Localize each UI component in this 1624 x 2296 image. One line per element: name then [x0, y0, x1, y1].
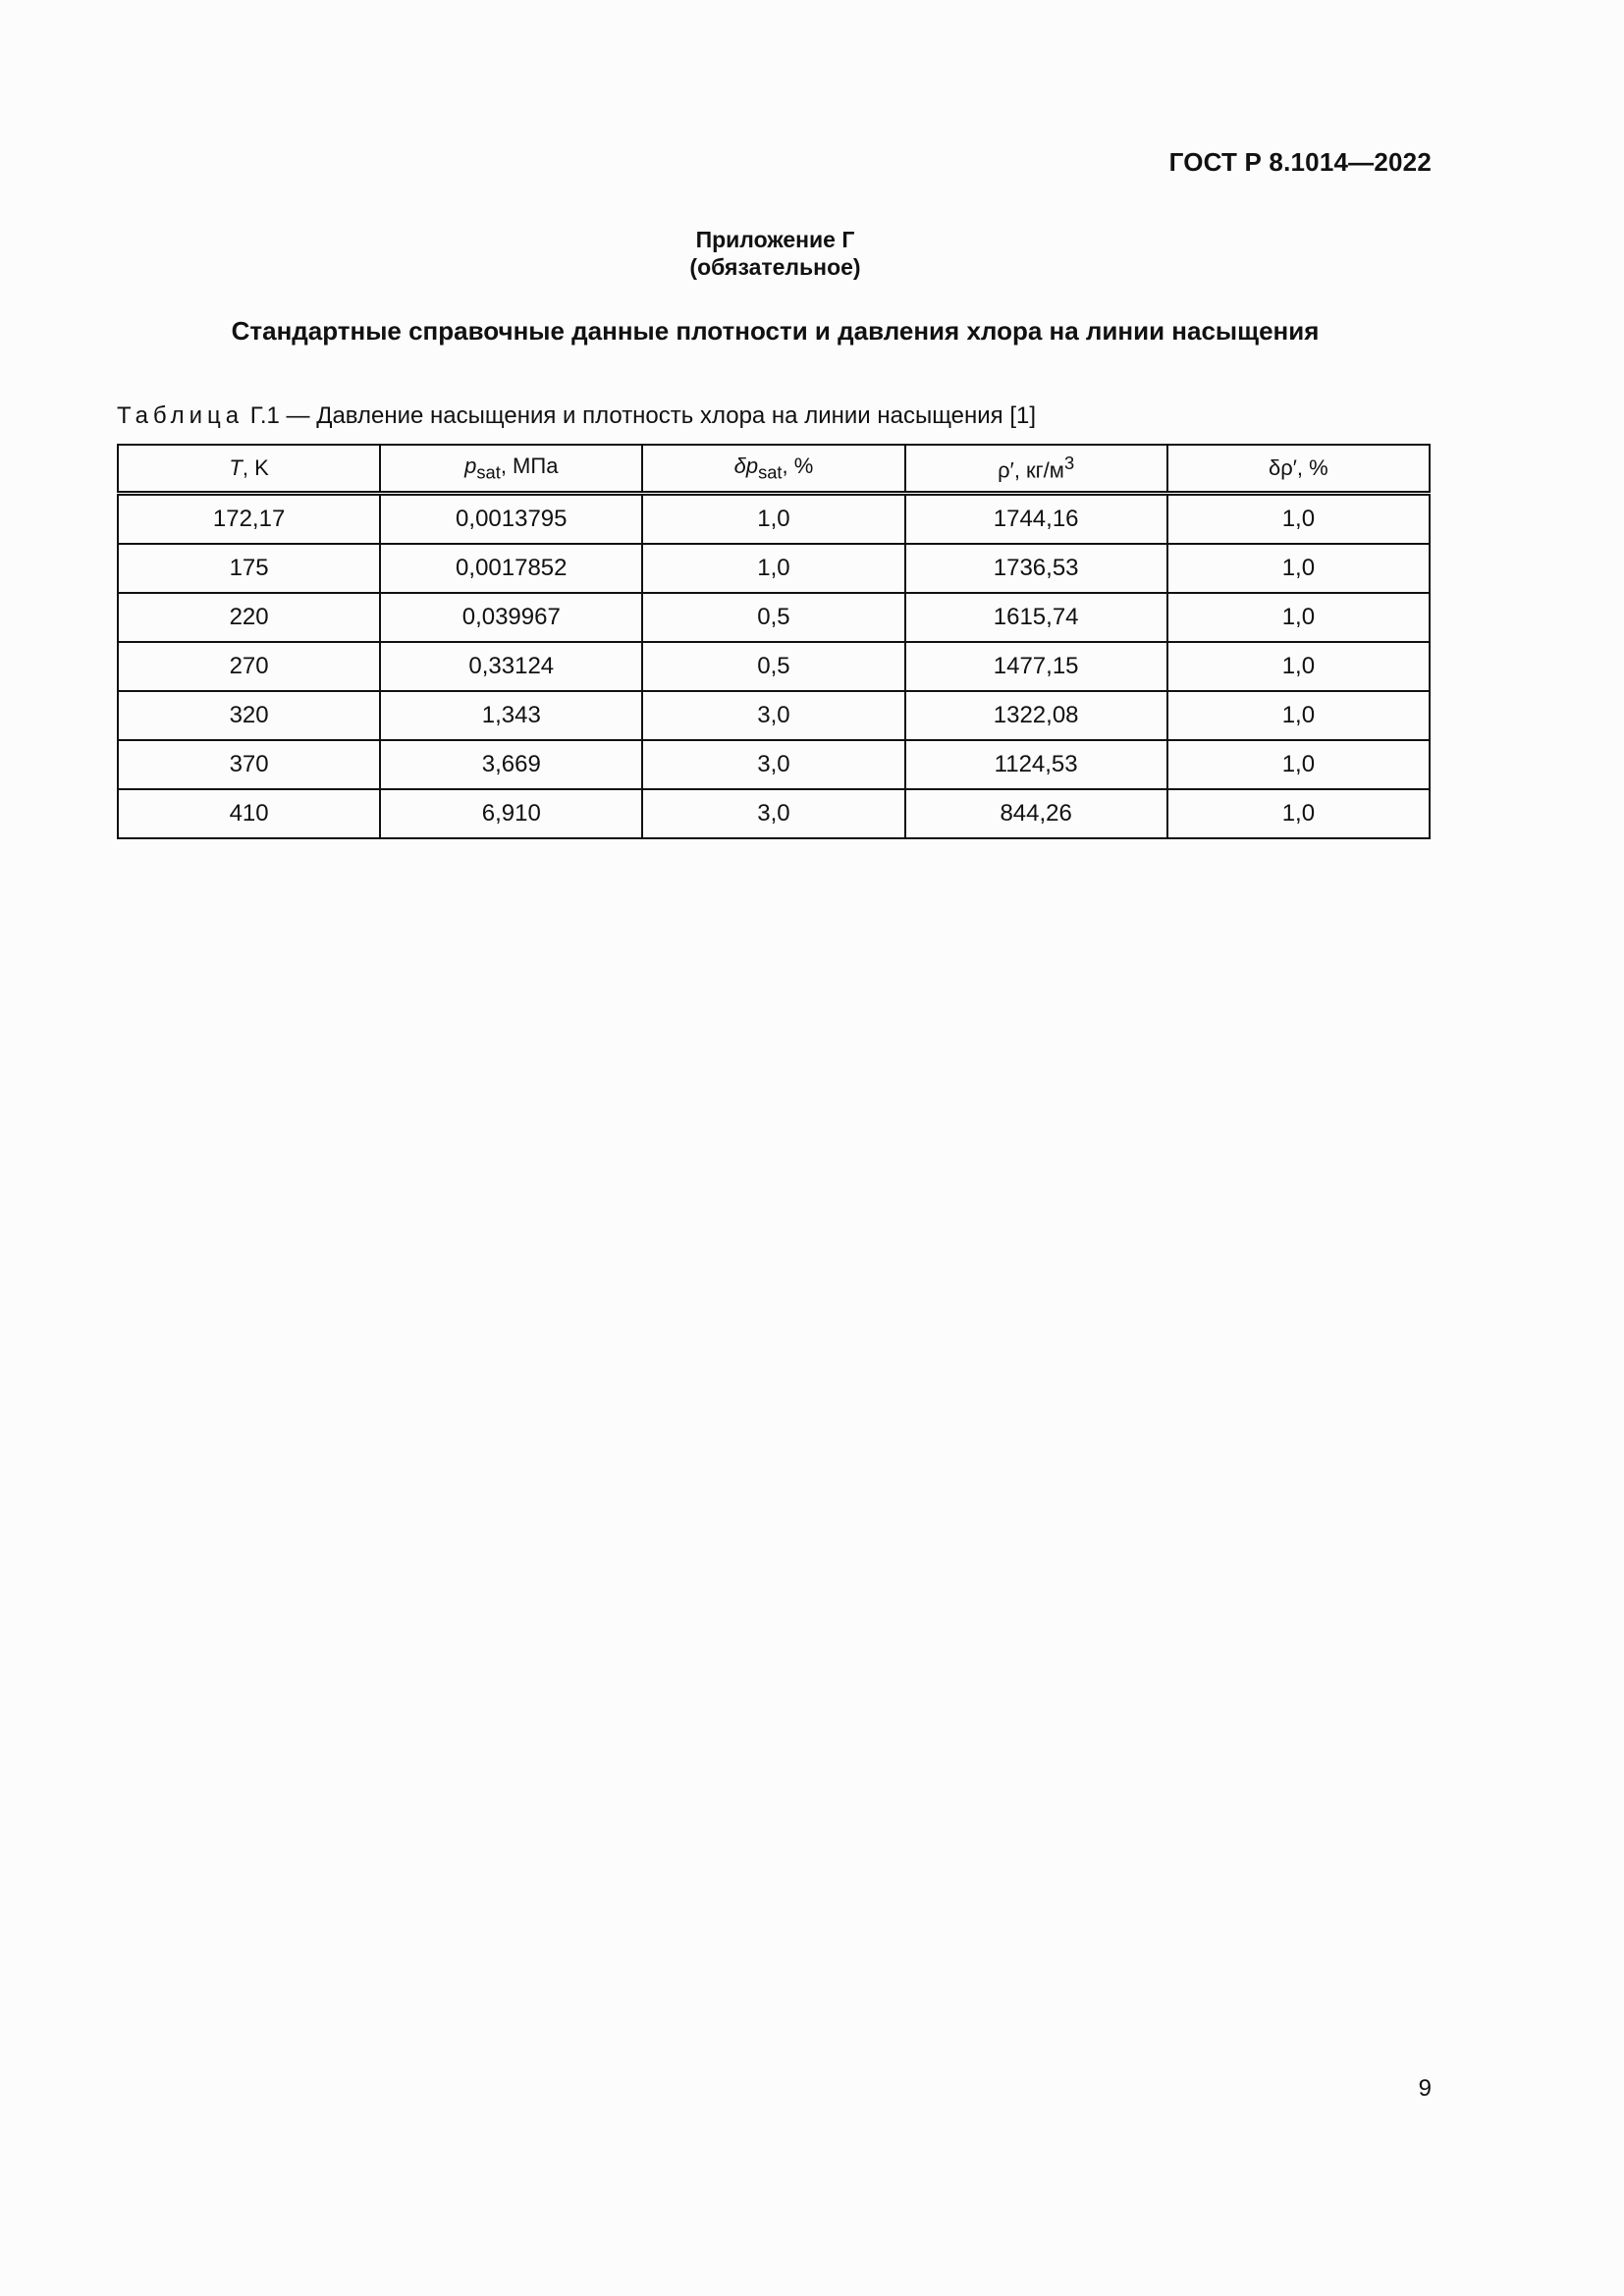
document-code: ГОСТ Р 8.1014—2022 [1168, 147, 1432, 177]
header-density-uncertainty [1167, 445, 1430, 494]
pressure-uncertainty-cell: 1,0 [642, 544, 904, 593]
header-pressure-uncertainty [642, 445, 904, 494]
temperature-cell: 175 [118, 544, 380, 593]
appendix-title: Приложение Г [695, 227, 855, 252]
density-cell: 1477,15 [905, 642, 1167, 691]
table-row [118, 494, 1430, 545]
header-temperature [118, 445, 380, 494]
density-cell: 1744,16 [905, 494, 1167, 545]
pressure-cell: 1,343 [380, 691, 642, 740]
header-main: p [464, 453, 477, 478]
density-uncertainty-cell: 1,0 [1167, 691, 1430, 740]
density-cell: 1615,74 [905, 593, 1167, 642]
table-row [118, 593, 1430, 642]
density-uncertainty-cell: 1,0 [1167, 642, 1430, 691]
section-title: Стандартные справочные данные плотности и давления хлора на линии насыщения [231, 316, 1320, 346]
header-rest: , % [1296, 455, 1328, 480]
density-uncertainty-cell: 1,0 [1167, 544, 1430, 593]
header-main: T [229, 455, 243, 480]
header-sup: 3 [1063, 453, 1075, 474]
table-row [118, 789, 1430, 838]
appendix-heading [0, 226, 1550, 281]
table-row [118, 740, 1430, 789]
pressure-uncertainty-cell: 3,0 [642, 789, 904, 838]
pressure-uncertainty-cell: 3,0 [642, 740, 904, 789]
temperature-cell: 370 [118, 740, 380, 789]
table-row [118, 642, 1430, 691]
density-uncertainty-cell: 1,0 [1167, 494, 1430, 545]
temperature-cell: 410 [118, 789, 380, 838]
header-rest: , % [782, 453, 814, 478]
temperature-cell: 320 [118, 691, 380, 740]
header-rest: , МПа [500, 453, 559, 478]
density-cell: 1322,08 [905, 691, 1167, 740]
pressure-uncertainty-cell: 0,5 [642, 593, 904, 642]
appendix-status: (обязательное) [689, 254, 861, 280]
density-cell: 844,26 [905, 789, 1167, 838]
table-body [118, 494, 1430, 839]
pressure-cell: 6,910 [380, 789, 642, 838]
temperature-cell: 172,17 [118, 494, 380, 545]
density-cell: 1124,53 [905, 740, 1167, 789]
density-uncertainty-cell: 1,0 [1167, 789, 1430, 838]
pressure-cell: 0,0013795 [380, 494, 642, 545]
header-density [905, 445, 1167, 494]
page-number: 9 [1418, 2075, 1432, 2102]
density-cell: 1736,53 [905, 544, 1167, 593]
temperature-cell: 220 [118, 593, 380, 642]
density-uncertainty-cell: 1,0 [1167, 740, 1430, 789]
header-main: δp [733, 453, 759, 478]
pressure-uncertainty-cell: 3,0 [642, 691, 904, 740]
header-sub: sat [758, 461, 783, 483]
header-sub: sat [476, 461, 501, 483]
pressure-cell: 0,039967 [380, 593, 642, 642]
header-rest: , K [242, 455, 269, 480]
pressure-cell: 0,0017852 [380, 544, 642, 593]
pressure-uncertainty-cell: 1,0 [642, 494, 904, 545]
header-rest: , кг/м [1013, 457, 1064, 483]
temperature-cell: 270 [118, 642, 380, 691]
header-main: δρ′ [1269, 455, 1297, 480]
pressure-cell: 3,669 [380, 740, 642, 789]
saturation-table [117, 444, 1431, 839]
pressure-uncertainty-cell: 0,5 [642, 642, 904, 691]
table-caption [117, 402, 1036, 430]
table-header-row [118, 445, 1430, 494]
header-saturation-pressure [380, 445, 642, 494]
table-row [118, 691, 1430, 740]
density-uncertainty-cell: 1,0 [1167, 593, 1430, 642]
table-caption-text: Г.1 — Давление насыщения и плотность хлора на линии насыщения [1] [244, 402, 1037, 429]
table-caption-word: Таблица [117, 402, 244, 429]
header-main: ρ′ [998, 457, 1014, 483]
pressure-cell: 0,33124 [380, 642, 642, 691]
table-row [118, 544, 1430, 593]
